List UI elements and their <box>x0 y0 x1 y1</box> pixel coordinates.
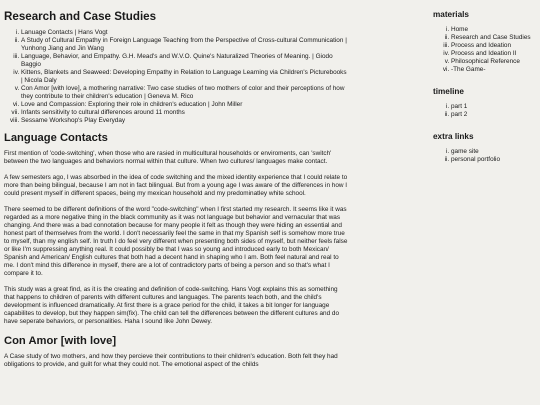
toc-link[interactable]: Con Amor [with love], a mothering narrative: Two case studies of two mothers of color and their perceptions of how they contribute to their children's education | Geneva M. Rico <box>21 85 345 100</box>
sidebar-link[interactable]: part 2 <box>451 111 468 118</box>
toc-item-language-behavior[interactable] <box>21 53 348 69</box>
sidebar-link[interactable]: Process and Ideation <box>451 42 512 49</box>
section-heading-con-amor: Con Amor [with love] <box>4 335 117 347</box>
toc-item-con-amor[interactable] <box>21 85 348 101</box>
toc-link[interactable]: Kittens, Blankets and Seaweed: Developing Empathy in Relation to Language Learning via Children's Picturebooks | Nicola Daly <box>21 69 347 84</box>
sidebar-item-philosophy[interactable] <box>451 58 537 66</box>
sidebar-item-portfolio[interactable] <box>451 156 537 164</box>
sidebar-link[interactable]: Process and Ideation II <box>451 50 517 57</box>
sidebar-link[interactable]: game site <box>451 148 479 155</box>
toc-item-sesame[interactable] <box>21 117 348 125</box>
extra-links-list <box>433 148 537 164</box>
page-title: Research and Case Studies <box>4 10 157 23</box>
section-heading-language-contacts: Language Contacts <box>4 132 108 144</box>
toc-link[interactable]: Love and Compassion: Exploring their role in children's education | John Miller <box>21 101 243 108</box>
paragraph: First mention of 'code-switching', when those who are rasied in multicultural households or enviroments, can 'switch' between the two languages and behaviors normal within that culture. When two cultures/ languages make contact. <box>4 150 332 165</box>
sidebar-item-process-ii[interactable] <box>451 50 537 58</box>
sidebar-item-process[interactable] <box>451 42 537 50</box>
sidebar-link[interactable]: Home <box>451 26 469 33</box>
sidebar-link[interactable]: Philosophical Reference <box>451 58 520 65</box>
toc-link[interactable]: A Study of Cultural Empathy in Foreign Language Teaching from the Perspective of Cross-cultural Communication | Yunhong Jiang and Jin Wang <box>21 37 347 52</box>
paragraph: This study was a great find, as it is the creating and definition of code-switching. Hans Vogt explains this as something that happens to children of parents with different cultures and languages. The parents teach both, and the child's development is influenced dramatically. At first there is a grace period for the child, it takes a bit longer for language capabilites to develop, but they happen sim(fix). The child can tell the differences between the different cultures and do have seperate behaviors, or personalities. Haha I sound like John Dewey. <box>4 286 340 325</box>
toc-link[interactable]: Sessame Workshop's Play Everyday <box>21 117 126 124</box>
sidebar-item-home[interactable] <box>451 26 537 34</box>
paragraph: There seemed to be different definitions of the word "code-switching" when I first started my research. It seems like it was regarded as a more negative thing in the black community as it was not language but behavior and vernacular that was changing. And there was a bad connotation because for many people it felt as though they were hiding an essential and honest part of themselves from the world. I don't necessarily feel the same in that my Spanish self is somehow more true to myself, than my english self. In truth I do feel very different when presenting both sides of myself, but neither feels false or like I'm suppressing anything real. It could possibly be that I was so young and introduced early to both Mexican/ Spanish and American/ English cultures that both had a decent hand in shaping who I am. Both feel natural and real to me. I don't mind this difference in myself, there are a lot of contradictory parts of being a person and so that's what I compare it to. <box>4 206 348 277</box>
sidebar-item-part-2[interactable] <box>451 111 537 119</box>
timeline-list <box>433 103 537 119</box>
paragraph: A Case study of two mothers, and how they percieve their contributions to their children's education. Both felt they had obligations to provide, and guilt for what they could not. The emotional aspect of the childs <box>4 353 338 368</box>
toc-list <box>4 29 348 125</box>
main-content <box>4 10 348 377</box>
sidebar-heading-extra-links: extra links <box>433 132 474 141</box>
sidebar-heading-timeline: timeline <box>433 87 464 96</box>
sidebar-heading-materials: materials <box>433 10 469 19</box>
sidebar-item-part-1[interactable] <box>451 103 537 111</box>
toc-item-infants[interactable] <box>21 109 348 117</box>
toc-item-love-compassion[interactable] <box>21 101 348 109</box>
toc-link[interactable]: Infants sensitivity to cultural differences around 11 months <box>21 109 185 116</box>
sidebar-link[interactable]: personal portfolio <box>451 156 501 163</box>
sidebar-link[interactable]: -The Game- <box>451 66 486 73</box>
sidebar-item-research[interactable] <box>451 34 537 42</box>
sidebar-link[interactable]: part 1 <box>451 103 468 110</box>
toc-item-kittens-blankets[interactable] <box>21 69 348 85</box>
sidebar-item-game[interactable] <box>451 66 537 74</box>
materials-list <box>433 26 537 74</box>
toc-item-cultural-empathy[interactable] <box>21 37 348 53</box>
sidebar-item-game-site[interactable] <box>451 148 537 156</box>
toc-link[interactable]: Lanuage Contacts | Hans Vogt <box>21 29 108 36</box>
toc-link[interactable]: Language, Behavior, and Empathy. G.H. Mead's and W.V.O. Quine's Naturalized Theories of Meaning. | Giodo Baggio <box>21 53 333 68</box>
paragraph: A few semesters ago, I was absorbed in the idea of code switching and the mixed identity experience that I could relate to more than being bilingual, because I am not in fact bilingual. But from a young age I was aware of the differences in how I could present myself in different spaces, being my mexican household and my predominatley white school. <box>4 174 348 197</box>
sidebar <box>433 10 537 177</box>
sidebar-link[interactable]: Research and Case Studies <box>451 34 531 41</box>
toc-item-language-contacts[interactable] <box>21 29 348 37</box>
